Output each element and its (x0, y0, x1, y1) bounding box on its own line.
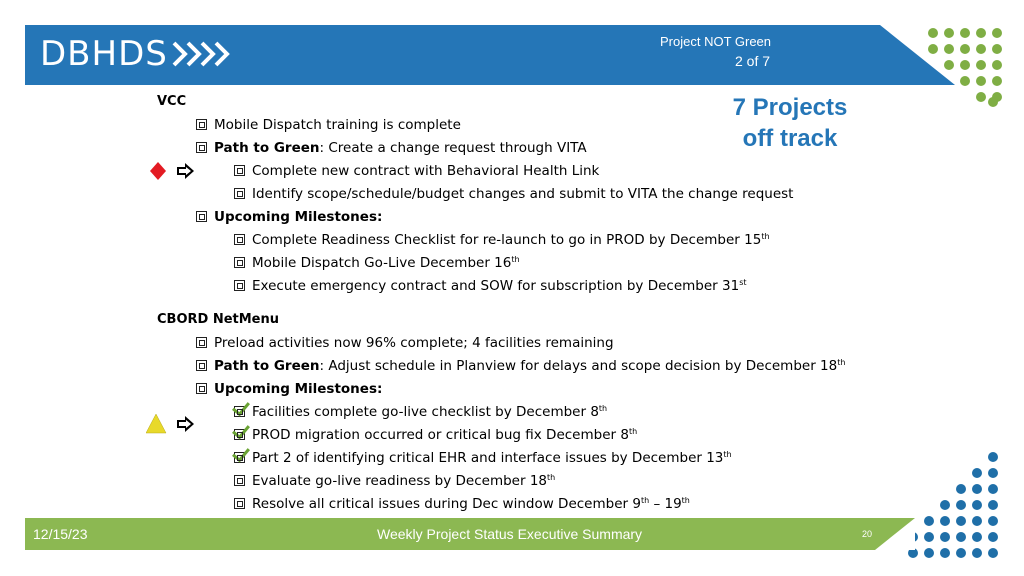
decorative-dot (940, 548, 950, 558)
decorative-dot (956, 516, 966, 526)
cbord-milestone: Facilities complete go-live checklist by December 8th (234, 403, 607, 421)
red-status-marker (149, 160, 197, 182)
decorative-dot (972, 532, 982, 542)
decorative-dot (944, 60, 954, 70)
decorative-dot (976, 44, 986, 54)
red-diamond-icon (150, 162, 166, 180)
cbord-milestone: Part 2 of identifying critical EHR and interface issues by December 13th (234, 449, 732, 467)
decorative-dot (972, 468, 982, 478)
dbhds-logo (40, 34, 230, 74)
cbord-path-to-green: Path to Green: Adjust schedule in Planview for delays and scope decision by December 18th (196, 357, 845, 375)
decorative-dot (976, 76, 986, 86)
vcc-milestones-heading: Upcoming Milestones: (196, 208, 382, 226)
checkbox-icon (234, 280, 245, 291)
cbord-title: CBORD NetMenu (157, 312, 280, 327)
decorative-dot (928, 28, 938, 38)
right-arrow-icon (177, 163, 194, 179)
checkbox-icon (234, 475, 245, 486)
vcc-milestone: Complete Readiness Checklist for re-launch to go in PROD by December 15th (234, 231, 770, 249)
decorative-dot (956, 500, 966, 510)
checkbox-icon (234, 498, 245, 509)
slide-number: 20 (862, 529, 873, 539)
decorative-dot (988, 532, 998, 542)
decorative-dot (988, 500, 998, 510)
cbord-milestone: Resolve all critical issues during Dec window December 9th – 19th (234, 495, 690, 513)
decorative-dot (960, 76, 970, 86)
right-arrow-icon (177, 416, 194, 432)
decorative-dot (976, 60, 986, 70)
decorative-dot (988, 452, 998, 462)
decorative-dot (960, 44, 970, 54)
vcc-sub-item: Identify scope/schedule/budget changes and submit to VITA the change request (234, 185, 793, 203)
checkbox-icon (234, 165, 245, 176)
decorative-dot (988, 97, 998, 107)
decorative-dot (940, 532, 950, 542)
checkbox-icon (196, 383, 207, 394)
checkbox-icon (234, 257, 245, 268)
decorative-dot (992, 76, 1002, 86)
decorative-dot (988, 468, 998, 478)
decorative-dot (988, 484, 998, 494)
page-indicator: 2 of 7 (735, 53, 771, 69)
footer-bar (25, 518, 915, 550)
decorative-dot (976, 28, 986, 38)
project-status-label: Project NOT Green (660, 34, 772, 49)
decorative-dot (992, 44, 1002, 54)
decorative-dot (988, 548, 998, 558)
vcc-milestone: Mobile Dispatch Go-Live December 16th (234, 254, 520, 272)
decorative-dot (956, 484, 966, 494)
vcc-item: Mobile Dispatch training is complete (196, 116, 461, 134)
checkbox-icon (234, 188, 245, 199)
decorative-dot (972, 500, 982, 510)
checkbox-icon (234, 234, 245, 245)
decorative-dot (940, 516, 950, 526)
vcc-sub-item: Complete new contract with Behavioral Health Link (234, 162, 599, 180)
decorative-dot (944, 28, 954, 38)
chevron-arrows-icon (172, 39, 230, 69)
yellow-status-marker (146, 413, 197, 435)
cbord-milestone: PROD migration occurred or critical bug fix December 8th (234, 426, 637, 444)
decorative-dot (992, 60, 1002, 70)
checkbox-icon (196, 119, 207, 130)
checkbox-icon (196, 142, 207, 153)
vcc-milestone: Execute emergency contract and SOW for subscription by December 31st (234, 277, 747, 295)
decorative-dot (956, 532, 966, 542)
yellow-triangle-icon (146, 414, 166, 433)
checked-checkbox-icon (234, 429, 245, 440)
footer-date: 12/15/23 (33, 526, 88, 542)
decorative-dot (976, 92, 986, 102)
decorative-dot (988, 516, 998, 526)
decorative-dot (928, 44, 938, 54)
checked-checkbox-icon (234, 406, 245, 417)
checked-checkbox-icon (234, 452, 245, 463)
decorative-dot (960, 28, 970, 38)
checkbox-icon (196, 360, 207, 371)
decorative-dot (972, 484, 982, 494)
cbord-item: Preload activities now 96% complete; 4 facilities remaining (196, 334, 614, 352)
off-track-callout (715, 92, 865, 154)
vcc-path-to-green: Path to Green: Create a change request through VITA (196, 139, 587, 157)
callout-line-2: off track (742, 125, 838, 152)
vcc-title: VCC (157, 94, 187, 109)
decorative-dot (944, 44, 954, 54)
decorative-dot (960, 60, 970, 70)
decorative-dot (956, 548, 966, 558)
decorative-dot (924, 532, 934, 542)
decorative-dot (972, 548, 982, 558)
callout-line-1: 7 Projects (732, 94, 848, 121)
logo-text: DBHDS (40, 34, 168, 74)
decorative-dot (924, 548, 934, 558)
checkbox-icon (196, 211, 207, 222)
decorative-dot (940, 500, 950, 510)
footer-corner-cut (875, 518, 915, 550)
cbord-milestones-heading: Upcoming Milestones: (196, 380, 382, 398)
cbord-milestone: Evaluate go-live readiness by December 18th (234, 472, 555, 490)
footer-title: Weekly Project Status Executive Summary (377, 526, 643, 542)
header-bar (25, 25, 955, 85)
decorative-dot (924, 516, 934, 526)
checkbox-icon (196, 337, 207, 348)
decorative-dot (992, 28, 1002, 38)
decorative-dot (972, 516, 982, 526)
